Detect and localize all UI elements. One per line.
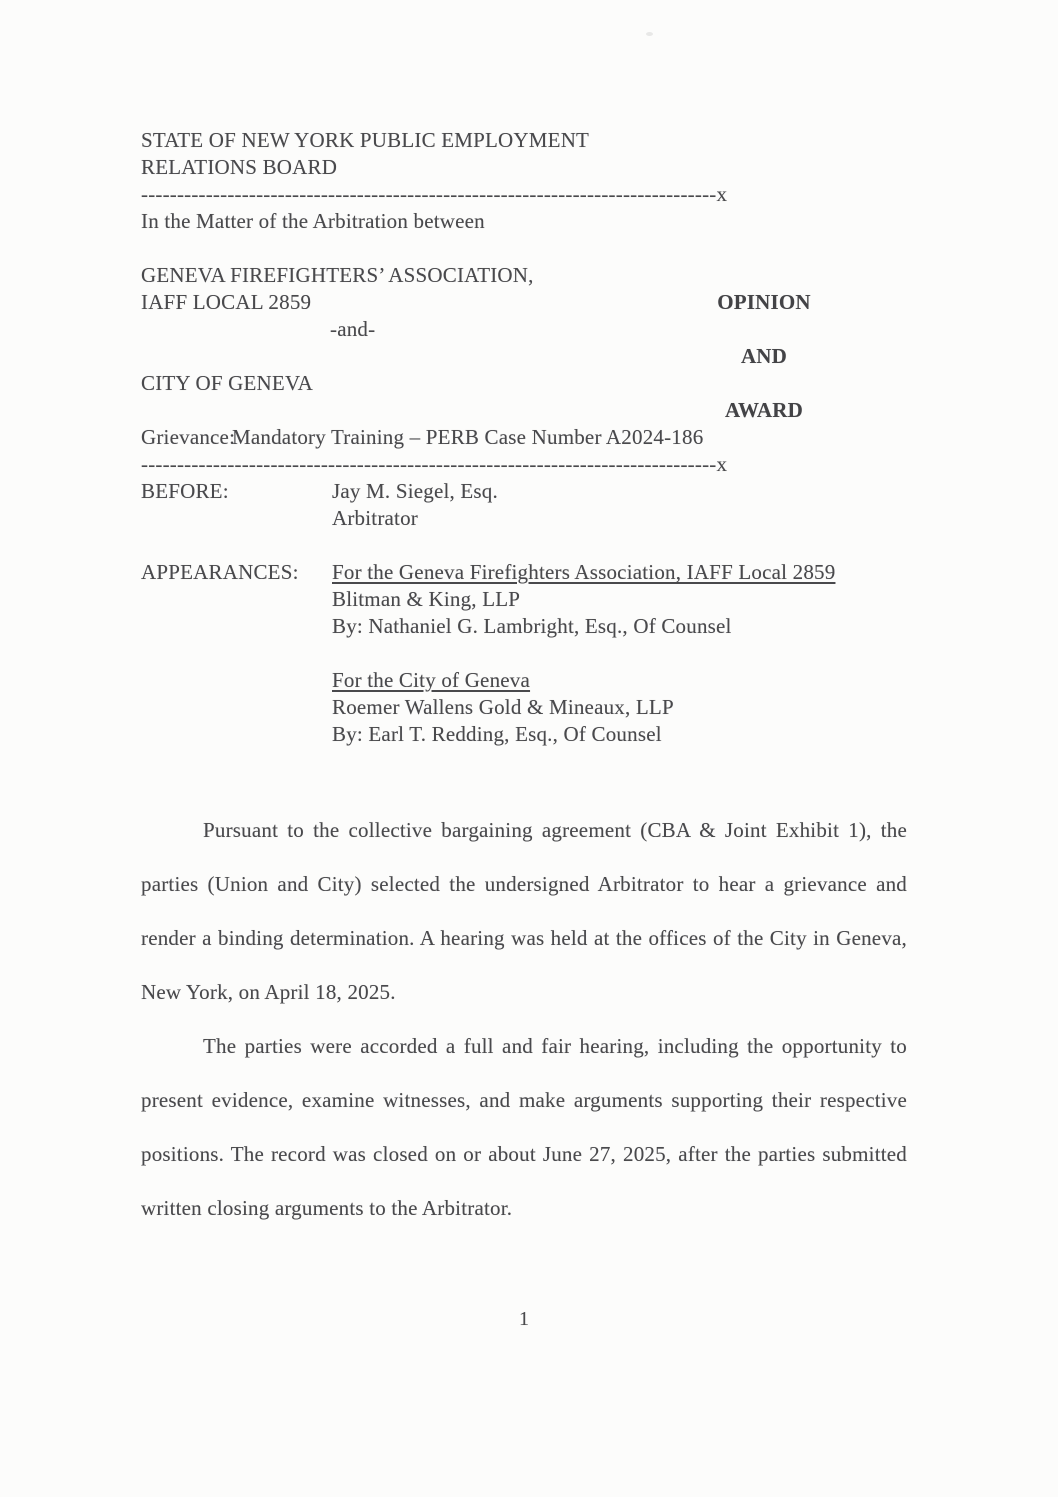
arbitrator-name: Jay M. Siegel, Esq. bbox=[332, 479, 498, 503]
before-value bbox=[332, 478, 907, 532]
award-label: AWARD bbox=[724, 398, 803, 422]
opinion-label: OPINION bbox=[717, 290, 811, 314]
blank-line bbox=[141, 532, 907, 559]
appearances-value bbox=[332, 559, 907, 748]
union-appearance-heading: For the Geneva Firefighters Association, IAFF Local 2859 bbox=[332, 560, 836, 584]
appearances-section bbox=[141, 559, 907, 748]
and-label-row bbox=[141, 343, 907, 370]
award-label-row bbox=[141, 397, 907, 424]
body-paragraph-2: The parties were accorded a full and fair hearing, including the opportunity to present evidence, examine witnesses, and make arguments supporting their respective positions. The record was closed on or about June 27, 2025, after the parties submitted written closing arguments to the Arbitrator. bbox=[141, 1034, 907, 1220]
grievance-label: Grievance: bbox=[141, 425, 236, 449]
union-counsel: By: Nathaniel G. Lambright, Esq., Of Counsel bbox=[332, 614, 732, 638]
page-number: 1 bbox=[519, 1308, 529, 1330]
respondent-name: CITY OF GENEVA bbox=[141, 371, 313, 395]
city-firm: Roemer Wallens Gold & Mineaux, LLP bbox=[332, 695, 674, 719]
matter-line: In the Matter of the Arbitration between bbox=[141, 209, 485, 233]
board-name-line1: STATE OF NEW YORK PUBLIC EMPLOYMENT bbox=[141, 128, 590, 152]
petitioner-local-row bbox=[141, 289, 907, 316]
caption-divider-bottom: --------------------------------------------------------------------------------x bbox=[141, 452, 728, 476]
city-appearance-heading: For the City of Geneva bbox=[332, 668, 531, 692]
scan-artifact bbox=[646, 32, 653, 36]
body-paragraph-1: Pursuant to the collective bargaining agreement (CBA & Joint Exhibit 1), the parties (Union and City) selected the undersigned Arbitrator to hear a grievance and render a binding determination. A hearing was held at the offices of the City in Geneva, New York, on April 18, 2025. bbox=[141, 818, 907, 1004]
and-label: AND bbox=[740, 344, 788, 368]
board-name-line2: RELATIONS BOARD bbox=[141, 155, 338, 179]
blank-line bbox=[332, 640, 907, 667]
case-caption bbox=[141, 127, 907, 748]
union-firm: Blitman & King, LLP bbox=[332, 587, 521, 611]
grievance-value: Mandatory Training – PERB Case Number A2024-186 bbox=[232, 425, 704, 449]
petitioner-name: GENEVA FIREFIGHTERS’ ASSOCIATION, bbox=[141, 263, 534, 287]
grievance-row bbox=[141, 424, 907, 451]
city-counsel: By: Earl T. Redding, Esq., Of Counsel bbox=[332, 722, 662, 746]
document-content bbox=[141, 127, 907, 1235]
before-section bbox=[141, 478, 907, 532]
arbitrator-title: Arbitrator bbox=[332, 506, 418, 530]
caption-divider-top: --------------------------------------------------------------------------------x bbox=[141, 182, 728, 206]
and-separator: -and- bbox=[330, 317, 376, 341]
before-label: BEFORE: bbox=[141, 479, 229, 503]
petitioner-local: IAFF LOCAL 2859 bbox=[141, 290, 312, 314]
opinion-body bbox=[141, 803, 907, 1235]
blank-line bbox=[141, 235, 907, 262]
appearances-label: APPEARANCES: bbox=[141, 560, 299, 584]
